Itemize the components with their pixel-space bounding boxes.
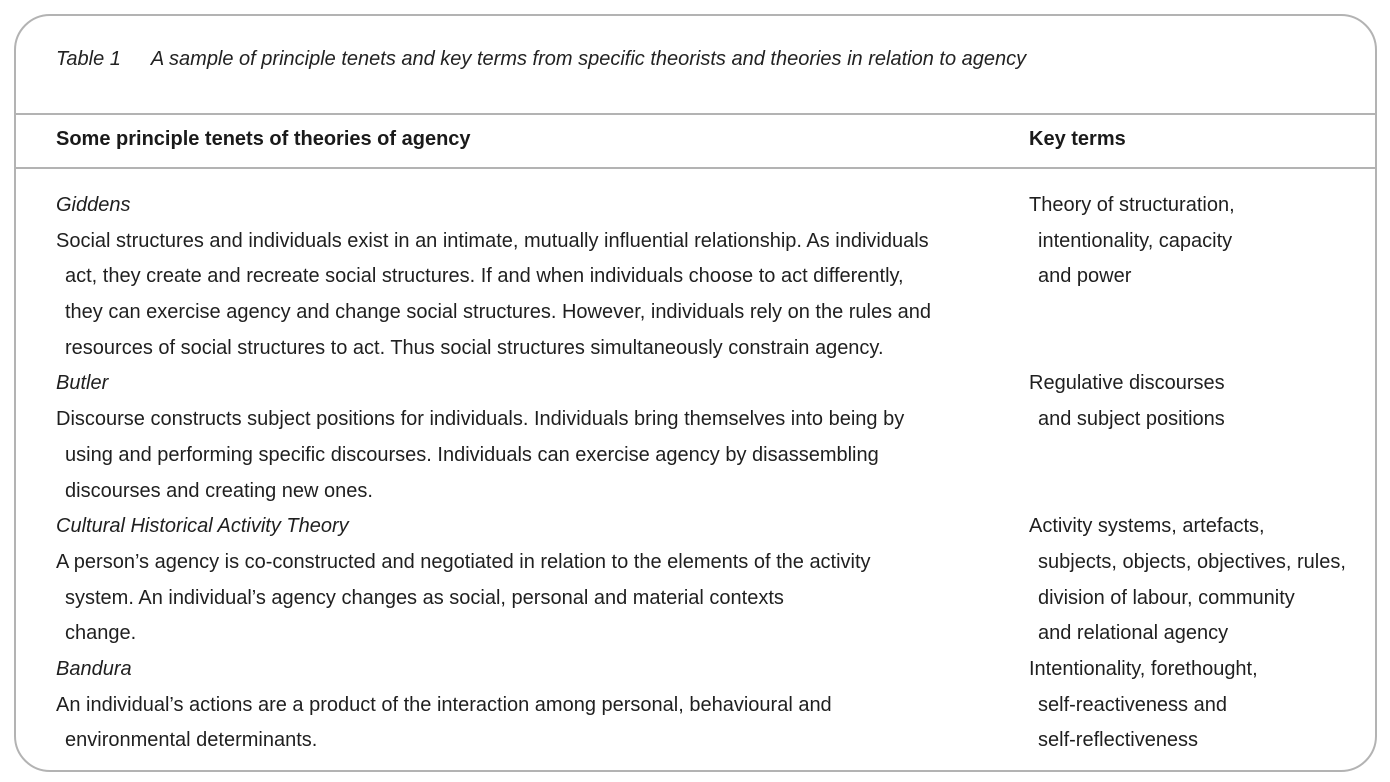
tenet-cell xyxy=(56,652,1006,759)
tenet-line: act, they create and recreate social structures. If and when individuals choose to act differently, xyxy=(65,265,904,288)
tenet-cell xyxy=(56,509,1006,652)
theorist-name: Giddens xyxy=(56,194,131,216)
theorist-name: Butler xyxy=(56,372,109,395)
header-divider xyxy=(16,167,1375,169)
key-terms-cell xyxy=(1029,188,1369,295)
tenet-cell xyxy=(56,366,1006,509)
table-body xyxy=(16,188,1375,759)
table-row xyxy=(16,188,1375,366)
key-terms-line: subjects, objects, objectives, rules, xyxy=(1038,550,1346,573)
key-terms-cell xyxy=(1029,366,1369,437)
tenet-line: environmental determinants. xyxy=(65,729,318,752)
theorist-name: Bandura xyxy=(56,657,132,680)
tenet-line: system. An individual’s agency changes as social, personal and material contexts xyxy=(65,586,784,609)
tenet-line: An individual’s actions are a product of the interaction among personal, behavioural and xyxy=(56,693,832,716)
table-caption xyxy=(56,48,1026,71)
key-terms-cell xyxy=(1029,509,1369,652)
table-row xyxy=(16,652,1375,759)
key-terms-line: and subject positions xyxy=(1038,408,1225,431)
key-terms-line: self-reactiveness and xyxy=(1038,693,1227,716)
key-terms-line: Activity systems, artefacts, xyxy=(1029,515,1265,538)
key-terms-line: and power xyxy=(1038,265,1132,288)
caption-divider xyxy=(16,113,1375,115)
tenet-line: Discourse constructs subject positions for individuals. Individuals bring themselves into being by xyxy=(56,408,905,431)
tenet-line: using and performing specific discourses. Individuals can exercise agency by disassembling xyxy=(65,443,879,466)
table-row xyxy=(16,509,1375,652)
table-row xyxy=(16,366,1375,509)
tenet-line: resources of social structures to act. Thus social structures simultaneously constrain agency. xyxy=(65,336,884,359)
tenet-cell xyxy=(56,188,1006,366)
key-terms-line: division of labour, community xyxy=(1038,586,1295,609)
key-terms-line: Regulative discourses xyxy=(1029,372,1225,395)
key-terms-cell xyxy=(1029,652,1369,759)
table-caption-number: Table 1 xyxy=(56,48,121,70)
key-terms-line: self-reflectiveness xyxy=(1038,729,1199,752)
key-terms-line: Intentionality, forethought, xyxy=(1029,657,1258,680)
column-header-tenets: Some principle tenets of theories of agency xyxy=(56,128,471,150)
table-caption-title: A sample of principle tenets and key terms from specific theorists and theories in relation to agency xyxy=(150,48,1027,70)
column-header-key-terms: Key terms xyxy=(1029,128,1126,150)
tenet-line: they can exercise agency and change social structures. However, individuals rely on the rules and xyxy=(65,301,932,324)
tenet-line: Social structures and individuals exist in an intimate, mutually influential relationship. As individuals xyxy=(56,229,929,252)
tenet-line: discourses and creating new ones. xyxy=(65,479,373,502)
tenet-line: A person’s agency is co-constructed and negotiated in relation to the elements of the activity xyxy=(56,550,871,573)
theorist-name: Cultural Historical Activity Theory xyxy=(56,515,349,538)
key-terms-line: and relational agency xyxy=(1038,622,1229,645)
key-terms-line: Theory of structuration, xyxy=(1029,194,1235,216)
table-frame xyxy=(14,14,1377,772)
tenet-line: change. xyxy=(65,622,137,645)
key-terms-line: intentionality, capacity xyxy=(1038,229,1233,252)
